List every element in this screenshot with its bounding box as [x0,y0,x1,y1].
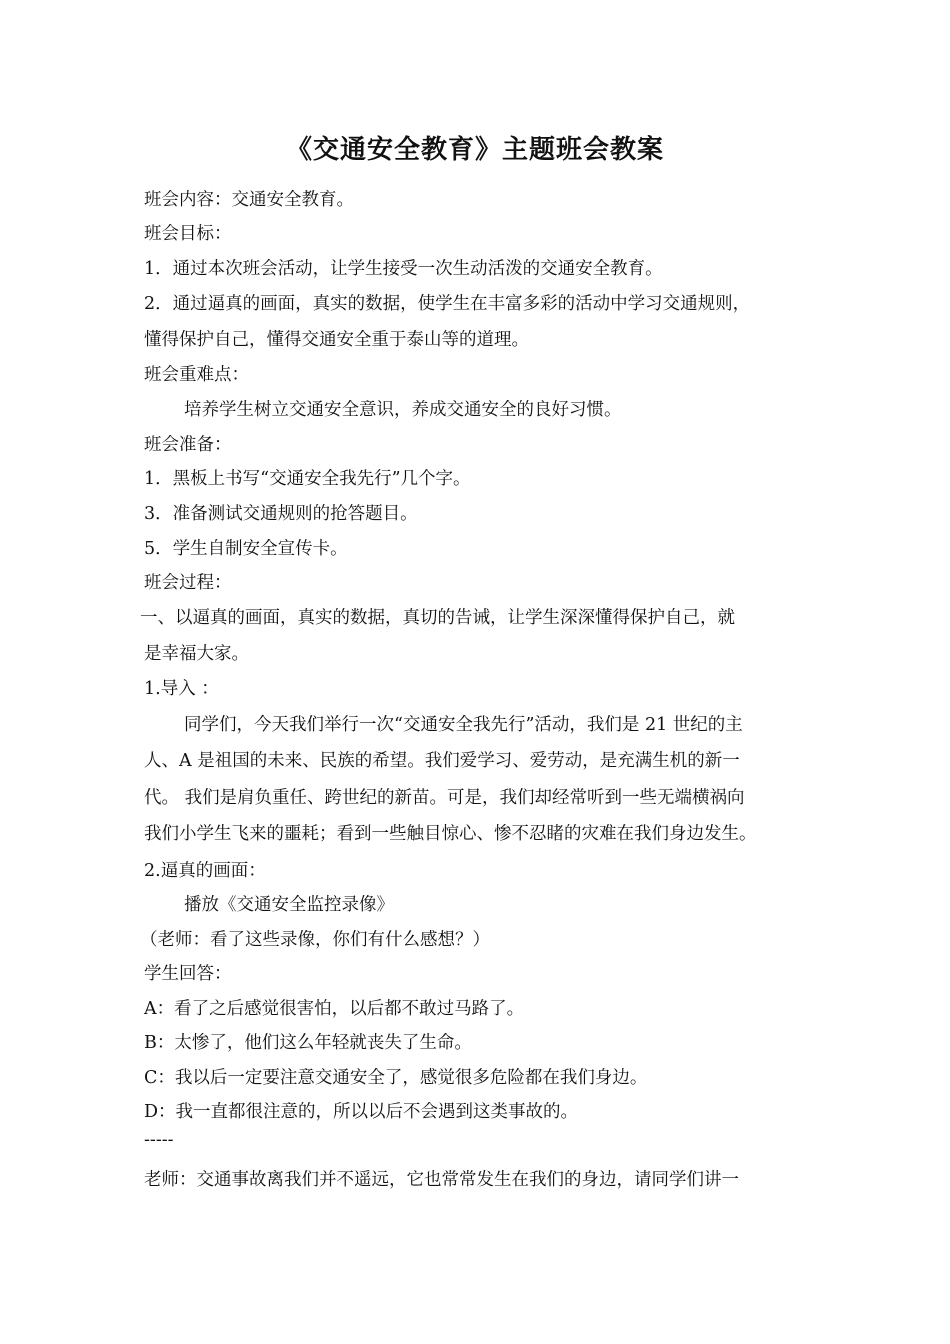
text-line-section-1: 一、以逼真的画面，真实的数据，真切的告诫，让学生深深懂得保护自己，就 [140,608,735,628]
text-line-intro-heading: 1.导入 ： [144,679,219,699]
text-line-keypoints: 培养学生树立交通安全意识，养成交通安全的良好习惯。 [184,400,622,420]
text-line-goal-2: 2．通过逼真的画面，真实的数据，使学生在丰富多彩的活动中学习交通规则， [144,294,751,314]
text-line-divider: ----- [144,1130,174,1150]
text-line-content: 班会内容：交通安全教育。 [144,190,354,210]
text-line-answers-heading: 学生回答： [144,964,232,984]
text-line-goal-1: 1．通过本次班会活动，让学生接受一次生动活泼的交通安全教育。 [144,259,663,279]
text-line-teacher-remark: 老师：交通事故离我们并不遥远，它也常常发生在我们的身边，请同学们讲一 [144,1170,739,1190]
text-line-prep-1: 1．黑板上书写“交通安全我先行”几个字。 [144,469,471,489]
text-line-intro-p1: 同学们，今天我们举行一次“交通安全我先行”活动，我们是 21 世纪的主 [184,715,743,735]
text-line-intro-p2: 人、A 是祖国的未来、民族的希望。我们爱学习、爱劳动，是充满生机的新一 [144,751,740,771]
text-line-answer-d: D：我一直都很注意的，所以以后不会遇到这类事故的。 [144,1102,579,1122]
text-line-intro-p4: 我们小学生飞来的噩耗；看到一些触目惊心、惨不忍睹的灾难在我们身边发生。 [144,824,757,844]
text-line-answer-c: C：我以后一定要注意交通安全了，感觉很多危险都在我们身边。 [144,1068,648,1088]
text-line-keypoints-heading: 班会重难点： [144,365,249,385]
text-line-answer-a: A：看了之后感觉很害怕，以后都不敢过马路了。 [144,999,525,1019]
text-line-section-1-cont: 是幸福大家。 [144,644,249,664]
text-line-teacher-question: （老师：看了这些录像，你们有什么感想？） [140,930,490,950]
text-line-prep-3: 3．准备测试交通规则的抢答题目。 [144,504,418,524]
text-line-answer-b: B：太惨了，他们这么年轻就丧失了生命。 [144,1033,472,1053]
text-line-scene-heading: 2.逼真的画面： [144,861,266,881]
text-line-goals-heading: 班会目标： [144,224,232,244]
document-title: 《交通安全教育》主题班会教案 [285,135,664,165]
text-line-play-video: 播放《交通安全监控录像》 [184,895,394,915]
text-line-prep-5: 5．学生自制安全宣传卡。 [144,539,348,559]
text-line-goal-2-cont: 懂得保护自己，懂得交通安全重于泰山等的道理。 [144,330,529,350]
text-line-process-heading: 班会过程： [144,573,232,593]
text-line-prep-heading: 班会准备： [144,435,232,455]
text-line-intro-p3: 代。 我们是肩负重任、跨世纪的新苗。可是，我们却经常听到一些无端横祸向 [144,788,745,808]
